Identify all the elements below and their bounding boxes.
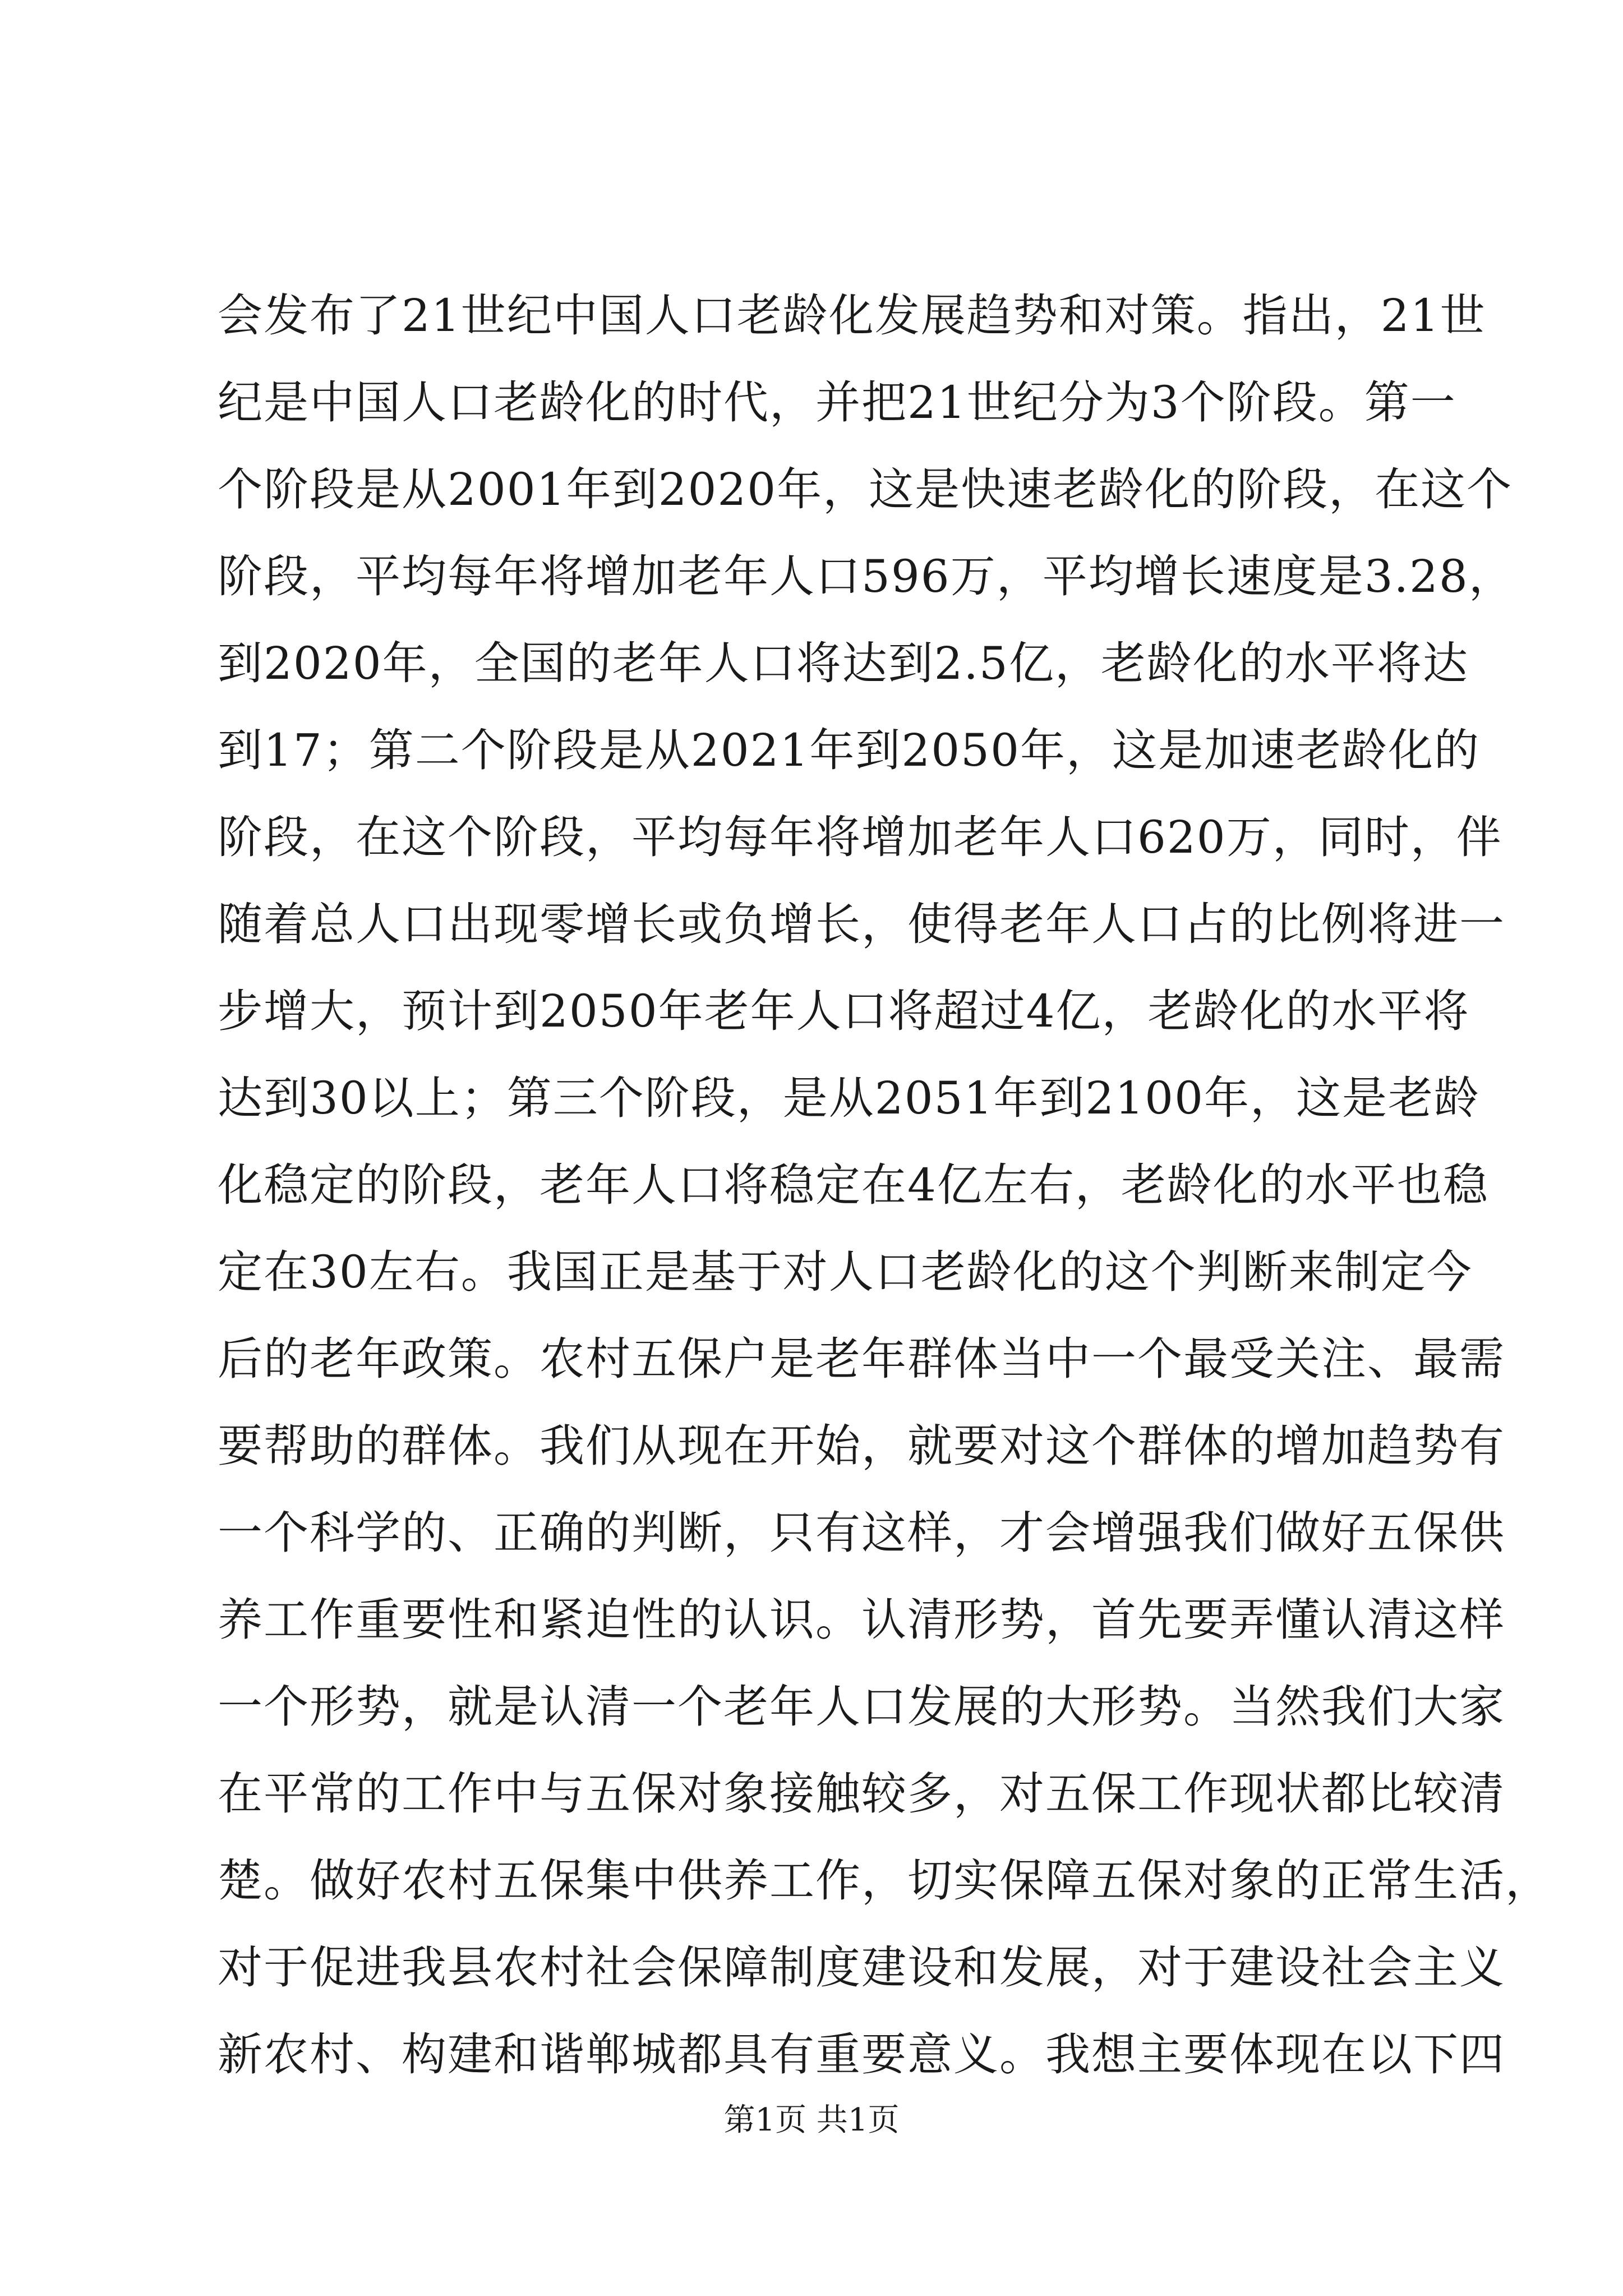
text-line-15: 一个科学的、正确的判断，只有这样，才会增强我们做好五保供 <box>218 1507 1505 1559</box>
text-line-17: 一个形势，就是认清一个老年人口发展的大形势。当然我们大家 <box>218 1681 1505 1733</box>
text-line-16: 养工作重要性和紧迫性的认识。认清形势，首先要弄懂认清这样 <box>218 1594 1505 1646</box>
text-line-9: 步增大，预计到2050年老年人口将超过4亿，老龄化的水平将 <box>218 985 1470 1037</box>
text-line-7: 阶段，在这个阶段，平均每年将增加老年人口620万，同时，伴 <box>218 811 1502 863</box>
text-line-6: 到17；第二个阶段是从2021年到2050年，这是加速老龄化的 <box>218 724 1480 776</box>
text-line-12: 定在30左右。我国正是基于对人口老龄化的这个判断来制定今 <box>218 1246 1473 1298</box>
body-text <box>218 272 1551 2098</box>
text-line-8: 随着总人口出现零增长或负增长，使得老年人口占的比例将进一 <box>218 898 1505 950</box>
text-line-5: 到2020年，全国的老年人口将达到2.5亿，老龄化的水平将达 <box>218 637 1469 689</box>
text-line-14: 要帮助的群体。我们从现在开始，就要对这个群体的增加趋势有 <box>218 1420 1505 1472</box>
text-line-11: 化稳定的阶段，老年人口将稳定在4亿左右，老龄化的水平也稳 <box>218 1159 1489 1211</box>
text-line-4: 阶段，平均每年将增加老年人口596万，平均增长速度是3.28， <box>218 550 1515 602</box>
text-line-20: 对于促进我县农村社会保障制度建设和发展，对于建设社会主义 <box>218 1941 1505 1994</box>
page-number-footer: 第1页 共1页 <box>723 2102 900 2138</box>
text-line-1: 会发布了21世纪中国人口老龄化发展趋势和对策。指出，21世 <box>218 289 1486 342</box>
text-line-21: 新农村、构建和谐郸城都具有重要意义。我想主要体现在以下四 <box>218 2028 1505 2081</box>
text-line-3: 个阶段是从2001年到2020年，这是快速老龄化的阶段，在这个 <box>218 463 1513 516</box>
text-line-19: 楚。做好农村五保集中供养工作，切实保障五保对象的正常生活， <box>218 1855 1551 1907</box>
text-line-13: 后的老年政策。农村五保户是老年群体当中一个最受关注、最需 <box>218 1333 1505 1385</box>
text-line-2: 纪是中国人口老龄化的时代，并把21世纪分为3个阶段。第一 <box>218 376 1456 429</box>
text-line-18: 在平常的工作中与五保对象接触较多，对五保工作现状都比较清 <box>218 1768 1505 1820</box>
text-line-10: 达到30以上；第三个阶段，是从2051年到2100年，这是老龄 <box>218 1072 1480 1124</box>
